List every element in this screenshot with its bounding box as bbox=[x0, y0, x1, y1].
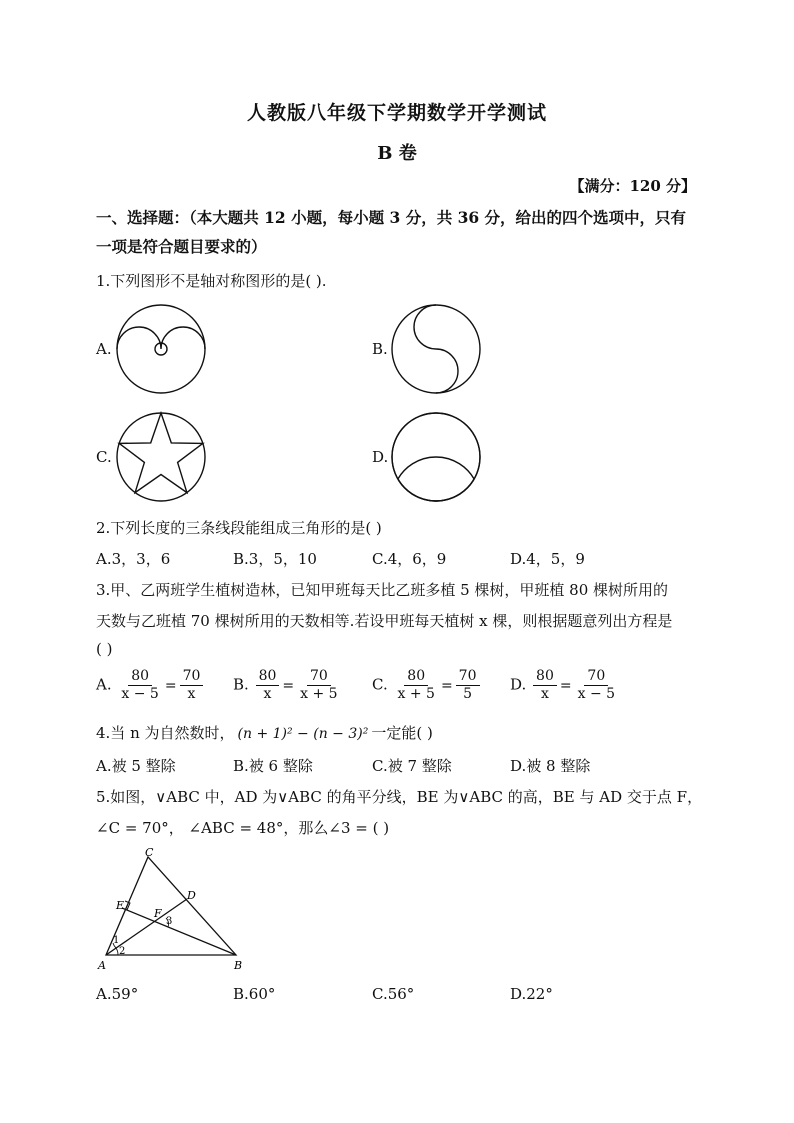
q3-option-d: D. $\frac{80}{x}$ = $\frac{70}{x - 5}$ bbox=[510, 668, 616, 702]
label-angle-2: 2 bbox=[119, 946, 126, 957]
q1-label-c: C. bbox=[96, 448, 112, 466]
label-b: B bbox=[234, 959, 243, 972]
q5-stem-line2: ∠C = 70°， ∠ABC = 48°，那么∠3 = ( ) bbox=[96, 819, 390, 837]
label-c: C bbox=[145, 846, 154, 859]
q1-label-d: D. bbox=[372, 448, 389, 466]
label-angle-3: 3 bbox=[166, 916, 173, 927]
q3-stem-line1: 3.甲、乙两班学生植树造林，已知甲班每天比乙班多植 5 棵树，甲班植 80 棵树所用的 bbox=[96, 581, 669, 599]
q2-option-c: C.4，6，9 bbox=[372, 550, 447, 568]
q1-figure-c bbox=[114, 410, 208, 504]
q5-option-c: C.56° bbox=[372, 985, 415, 1003]
q1-figure-b bbox=[389, 302, 483, 396]
page-subtitle: B 卷 bbox=[377, 143, 417, 164]
section-heading-line1: 一、选择题：（本大题共 12 小题，每小题 3 分，共 36 分，给出的四个选项中，只有 bbox=[96, 208, 687, 227]
q5-option-a: A.59° bbox=[96, 985, 139, 1003]
q4-option-b: B.被 6 整除 bbox=[233, 757, 313, 775]
full-score: 【满分：120 分】 bbox=[569, 177, 696, 195]
page-title: 人教版八年级下学期数学开学测试 bbox=[246, 102, 547, 124]
q3-option-a: A. $\frac{80}{x - 5}$ = $\frac{70}{x}$ bbox=[96, 668, 205, 703]
q4-option-d: D.被 8 整除 bbox=[510, 757, 591, 775]
q1-figure-d bbox=[389, 410, 483, 504]
q1-label-a: A. bbox=[96, 340, 112, 358]
label-a: A bbox=[98, 959, 106, 972]
q3-stem-line3: ( ) bbox=[96, 640, 113, 658]
q5-option-b: B.60° bbox=[233, 985, 276, 1003]
q2-option-d: D.4，5，9 bbox=[510, 550, 585, 568]
q5-option-d: D.22° bbox=[510, 985, 553, 1003]
section-heading-line2: 一项是符合题目要求的） bbox=[96, 237, 267, 256]
q3-option-c: C. $\frac{80}{x + 5}$ = $\frac{70}{5}$ bbox=[372, 668, 482, 703]
q3-option-b: B. $\frac{80}{x}$ = $\frac{70}{x + 5}$ bbox=[233, 668, 338, 702]
label-e: E bbox=[116, 899, 125, 912]
q1-label-b: B. bbox=[372, 340, 388, 358]
q3-stem-line2: 天数与乙班植 70 棵树所用的天数相等.若设甲班每天植树 x 棵，则根据题意列出方程是 bbox=[96, 612, 673, 630]
q4-stem: 4.当 n 为自然数时， (n + 1)² − (n − 3)² 一定能( ) bbox=[96, 724, 433, 742]
q4-option-a: A.被 5 整除 bbox=[96, 757, 176, 775]
q1-stem: 1.下列图形不是轴对称图形的是( ). bbox=[96, 272, 327, 290]
q2-option-b: B.3，5，10 bbox=[233, 550, 317, 568]
label-d: D bbox=[187, 889, 196, 902]
q5-triangle-figure bbox=[96, 843, 256, 973]
label-f: F bbox=[154, 907, 162, 920]
q2-option-a: A.3，3，6 bbox=[96, 550, 171, 568]
q5-stem-line1: 5.如图，∨ABC 中，AD 为∨ABC 的角平分线，BE 为∨ABC 的高，BE 与 AD 交于点 F， bbox=[96, 788, 703, 806]
label-angle-1: 1 bbox=[113, 935, 120, 946]
q1-figure-a bbox=[114, 302, 208, 396]
q4-option-c: C.被 7 整除 bbox=[372, 757, 452, 775]
q2-stem: 2.下列长度的三条线段能组成三角形的是( ) bbox=[96, 519, 382, 537]
